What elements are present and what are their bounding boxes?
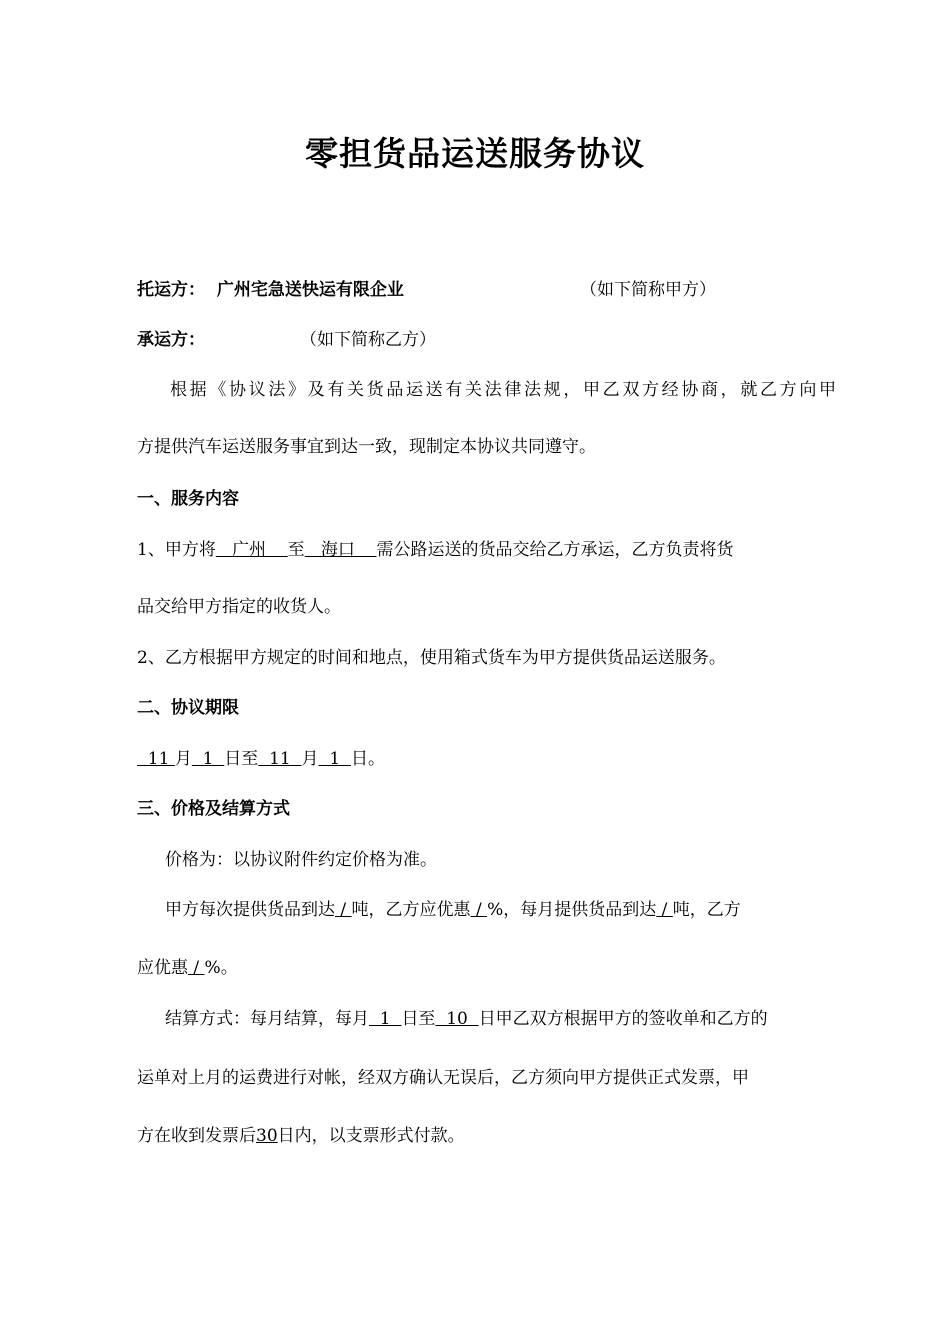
- price-line: 价格为：以协议附件约定价格为准。: [165, 850, 437, 870]
- section1-item1-line2: 品交给甲方指定的收货人。: [137, 597, 341, 617]
- term-line: [137, 747, 385, 771]
- section3-heading: 三、价格及结算方式: [137, 799, 290, 819]
- item1-prefix: 1、甲方将: [137, 540, 216, 560]
- settlement-end-day: 10: [435, 1009, 479, 1029]
- payment-days: 30: [256, 1126, 278, 1146]
- item1-suffix: 需公路运送的货品交给乙方承运，乙方负责将货: [376, 540, 734, 560]
- end-label: 日。: [350, 749, 385, 769]
- settlement-text-3: 日甲乙双方根据甲方的签收单和乙方的: [478, 1009, 768, 1029]
- carrier-label: 承运方：: [137, 330, 205, 350]
- shipper-note: （如下简称甲方）: [580, 280, 716, 300]
- settlement-text-5: 日内，以支票形式付款。: [277, 1126, 465, 1146]
- discount-line-2: [137, 956, 238, 980]
- discount-text-1: 甲方每次提供货品到达: [165, 900, 335, 920]
- carrier-note: （如下简称乙方）: [300, 330, 436, 350]
- month-label: 月: [174, 749, 192, 769]
- discount-text-4: 吨，乙方: [672, 900, 741, 920]
- to-city: 海口: [304, 540, 377, 560]
- discount-per-shipment-tons: /: [335, 900, 352, 920]
- preamble-line-1: 根据《协议法》及有关货品运送有关法律法规，甲乙双方经协商，就乙方向甲: [170, 380, 836, 400]
- end-month: 11: [258, 749, 302, 769]
- settlement-text-4: 方在收到发票后: [137, 1126, 256, 1146]
- settlement-text-2: 日至: [401, 1009, 436, 1029]
- shipper-name: 广州宅急送快运有限企业: [216, 280, 404, 300]
- discount-text-3: %，每月提供货品到达: [487, 900, 657, 920]
- shipper-label: 托运方：: [137, 280, 205, 300]
- settlement-line-2: 运单对上月的运费进行对帐，经双方确认无误后，乙方须向甲方提供正式发票，甲: [137, 1068, 749, 1088]
- settlement-line-1: [165, 1007, 768, 1031]
- discount-monthly-tons: /: [656, 900, 673, 920]
- document-title: 零担货品运送服务协议: [305, 134, 645, 173]
- section1-item2: 2、乙方根据甲方规定的时间和地点，使用箱式货车为甲方提供货品运送服务。: [137, 648, 726, 668]
- to-label: 日至: [224, 749, 259, 769]
- end-day: 1: [318, 749, 351, 769]
- start-month: 11: [137, 749, 175, 769]
- section1-heading: 一、服务内容: [137, 489, 239, 509]
- section2-heading: 二、协议期限: [137, 698, 239, 718]
- start-day: 1: [191, 749, 225, 769]
- month-label-2: 月: [301, 749, 319, 769]
- preamble-line-2: 方提供汽车运送服务事宜到达一致，现制定本协议共同遵守。: [137, 437, 596, 457]
- discount-line-1: [165, 898, 741, 922]
- discount-text-5: 应优惠: [137, 958, 188, 978]
- discount-text-6: %。: [204, 958, 238, 978]
- shipper-line: [137, 278, 404, 302]
- from-city: 广州: [215, 540, 288, 560]
- discount-per-shipment-percent: /: [470, 900, 488, 920]
- settlement-text-1: 结算方式：每月结算，每月: [165, 1009, 369, 1029]
- settlement-line-3: [137, 1124, 465, 1148]
- item1-mid: 至: [287, 540, 305, 560]
- discount-text-2: 吨，乙方应优惠: [351, 900, 471, 920]
- settlement-start-day: 1: [369, 1009, 402, 1029]
- section1-item1: [137, 538, 733, 562]
- discount-monthly-percent: /: [188, 958, 205, 978]
